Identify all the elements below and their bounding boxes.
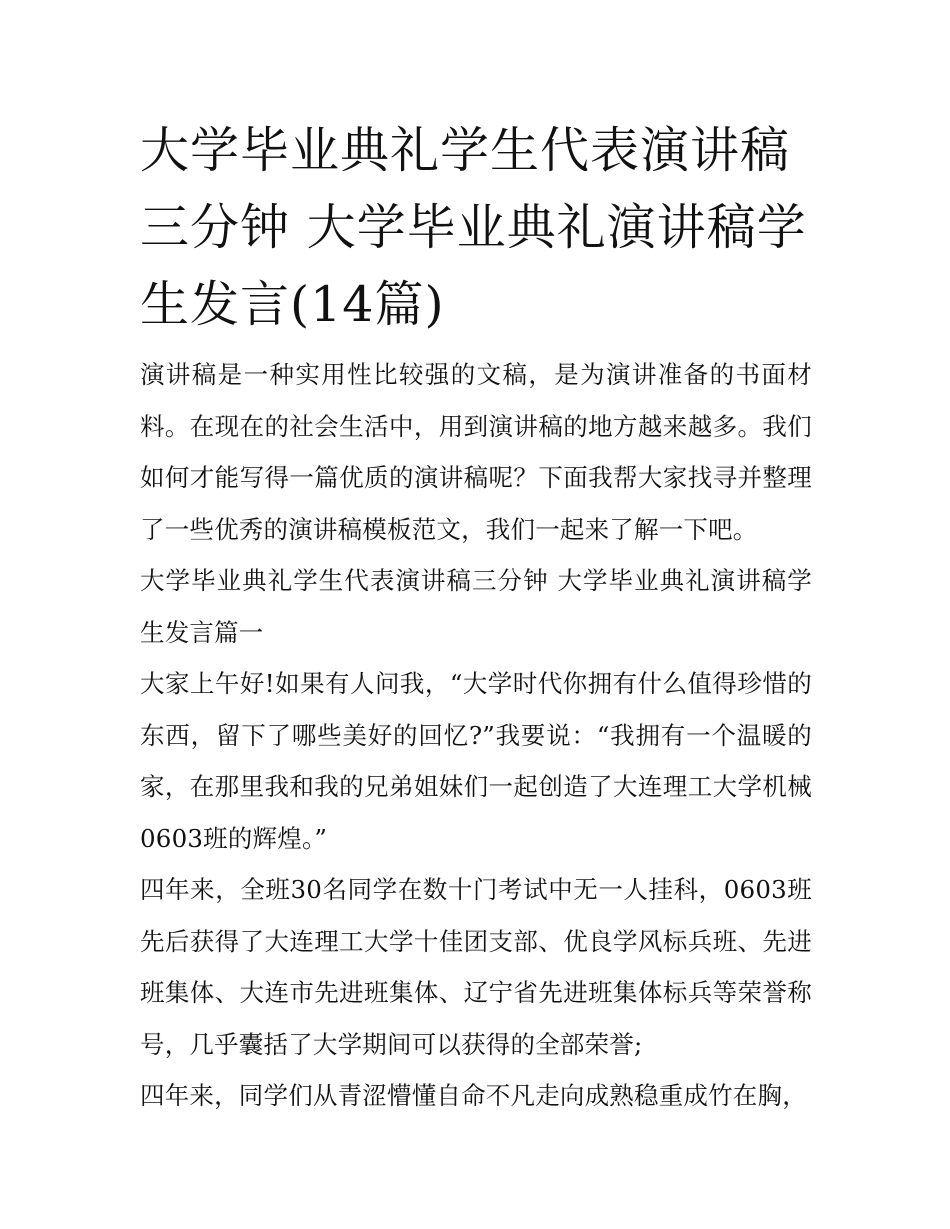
- body-paragraph: 四年来，全班30名同学在数十门考试中无一人挂科，0603班先后获得了大连理工大学十佳团支部、优良学风标兵班、先进班集体、大连市先进班集体、辽宁省先进班集体标兵等荣誉称号，几乎囊括了大学期间可以获得的全部荣誉;: [140, 875, 812, 1059]
- body-paragraph: 大家上午好!如果有人问我，“大学时代你拥有什么值得珍惜的东西，留下了哪些美好的回忆?”我要说：“我拥有一个温暖的家，在那里我和我的兄弟姐妹们一起创造了大连理工大学机械0603班的辉煌。”: [140, 669, 812, 853]
- document-title: 大学毕业典礼学生代表演讲稿三分钟 大学毕业典礼演讲稿学生发言(14篇): [140, 122, 807, 333]
- section-heading: 大学毕业典礼学生代表演讲稿三分钟 大学毕业典礼演讲稿学生发言篇一: [140, 566, 812, 647]
- body-paragraph: 四年来，同学们从青涩懵懂自命不凡走向成熟稳重成竹在胸，: [140, 1081, 807, 1110]
- intro-paragraph: 演讲稿是一种实用性比较强的文稿，是为演讲准备的书面材料。在现在的社会生活中，用到演讲稿的地方越来越多。我们如何才能写得一篇优质的演讲稿呢？下面我帮大家找寻并整理了一些优秀的演讲稿模板范文，我们一起来了解一下吧。: [140, 360, 812, 544]
- document-page: [140, 112, 812, 1122]
